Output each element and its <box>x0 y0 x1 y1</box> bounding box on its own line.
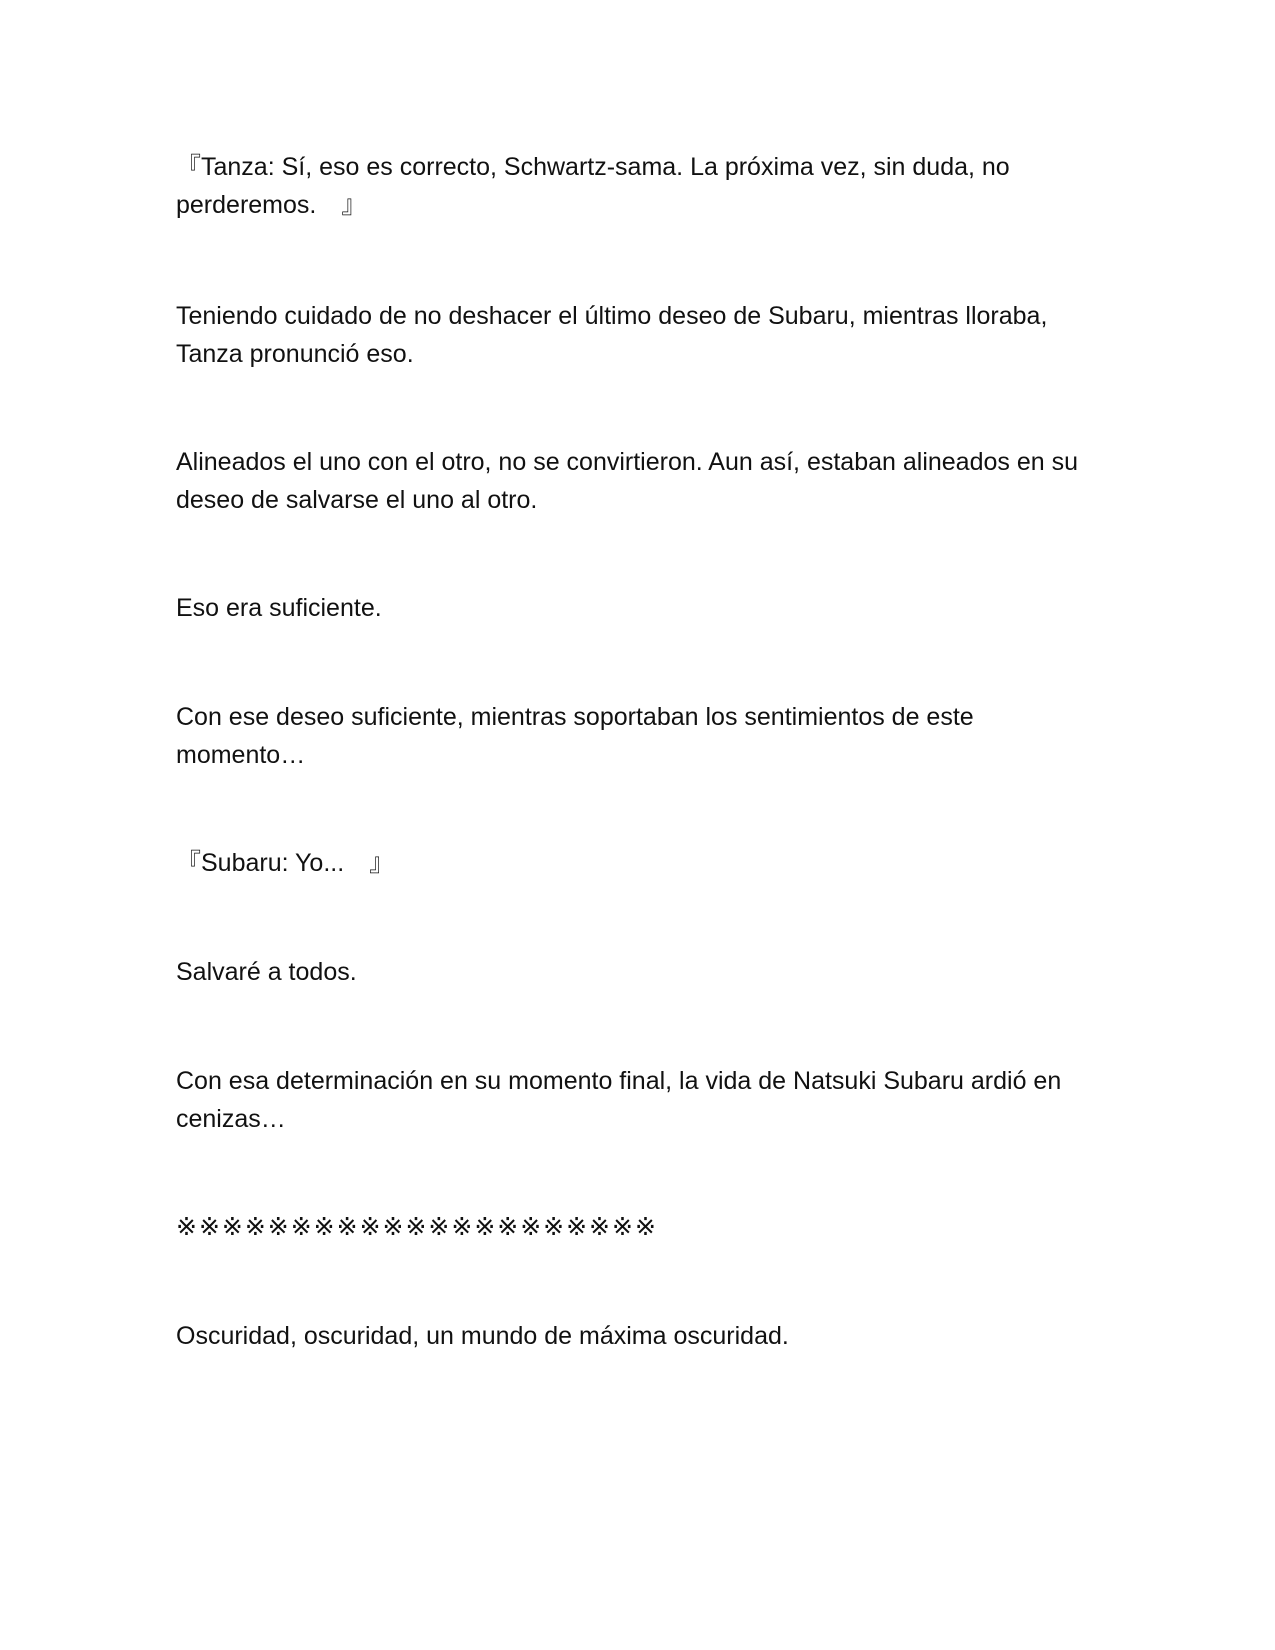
paragraph-darkness: Oscuridad, oscuridad, un mundo de máxima oscuridad. <box>176 1322 789 1350</box>
paragraph-determination: Con esa determinación en su momento final, la vida de Natsuki Subaru ardió en cenizas… <box>176 1067 1062 1133</box>
scene-separator: ※※※※※※※※※※※※※※※※※※※※※ <box>176 1212 658 1241</box>
paragraph-aligned: Alineados el uno con el otro, no se convirtieron. Aun así, estaban alineados en su deseo de salvarse el uno al otro. <box>176 448 1078 514</box>
paragraph-tanza-tears: Teniendo cuidado de no deshacer el último deseo de Subaru, mientras lloraba, Tanza pronunció eso. <box>176 302 1048 368</box>
paragraph-enough: Eso era suficiente. <box>176 594 382 622</box>
paragraph-tanza-dialogue: 『Tanza: Sí, eso es correcto, Schwartz-sama. La próxima vez, sin duda, no perderemos. 』 <box>176 153 1010 219</box>
paragraph-desire: Con ese deseo suficiente, mientras soportaban los sentimientos de este momento… <box>176 703 974 769</box>
paragraph-subaru-dialogue: 『Subaru: Yo... 』 <box>176 849 395 877</box>
paragraph-save-everyone: Salvaré a todos. <box>176 958 357 986</box>
